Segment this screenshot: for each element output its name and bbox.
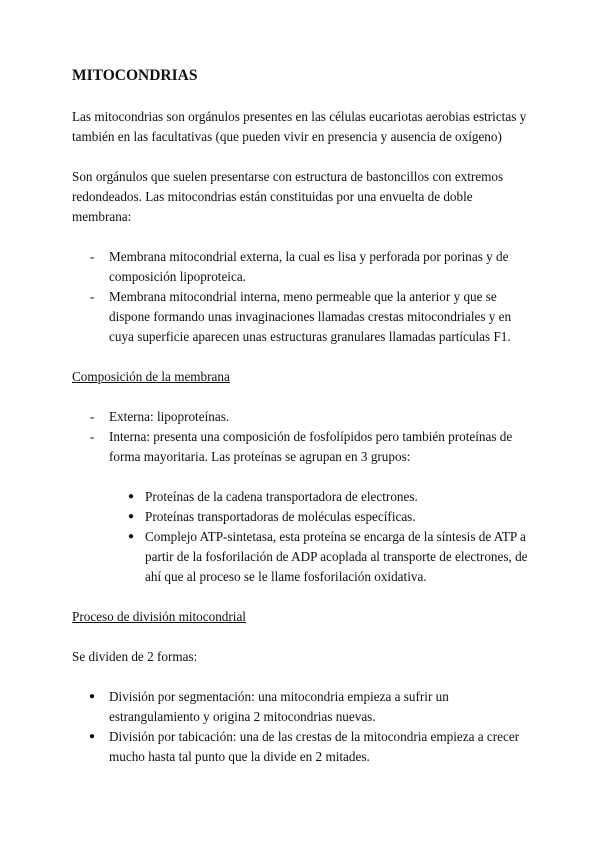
division-intro: Se dividen de 2 formas: bbox=[72, 649, 198, 664]
list-item bbox=[72, 507, 534, 527]
list-item bbox=[72, 487, 534, 507]
bullet-marker: ● bbox=[89, 691, 96, 702]
list-item bbox=[72, 727, 534, 767]
page-title: MITOCONDRIAS bbox=[72, 67, 198, 84]
list-item bbox=[72, 687, 534, 727]
section-heading-division: Proceso de división mitocondrial bbox=[72, 609, 246, 624]
dash-marker: - bbox=[90, 429, 95, 444]
list-item-text: División por tabicación: una de las crestas de la mitocondria empieza a crecer mucho hasta tal punto que la divide en 2 mitades. bbox=[109, 729, 520, 764]
bullet-marker: ● bbox=[128, 511, 135, 522]
list-item bbox=[72, 287, 534, 347]
document-page bbox=[72, 66, 534, 787]
bullet-marker: ● bbox=[89, 731, 96, 742]
dash-marker: - bbox=[90, 409, 95, 424]
list-item-text: Proteínas de la cadena transportadora de electrones. bbox=[145, 489, 418, 504]
bullet-marker: ● bbox=[128, 491, 135, 502]
division-list bbox=[72, 687, 534, 767]
list-item-text: Proteínas transportadoras de moléculas específicas. bbox=[145, 509, 416, 524]
list-item-text: Membrana mitocondrial externa, la cual es lisa y perforada por porinas y de composición lipoproteica. bbox=[109, 249, 509, 284]
intro-paragraph-1: Las mitocondrias son orgánulos presentes en las células eucariotas aerobias estrictas y también en las facultativas (que pueden vivir en presencia y ausencia de oxígeno) bbox=[72, 109, 527, 144]
list-item-text: Externa: lipoproteínas. bbox=[109, 409, 230, 424]
list-item bbox=[72, 407, 534, 427]
list-item bbox=[72, 427, 534, 587]
list-item-text: Membrana mitocondrial interna, meno permeable que la anterior y que se dispone formando unas invaginaciones llamadas crestas mitocondriales y en cuya superficie aparecen unas estructuras granulares llamadas partículas F1. bbox=[109, 289, 512, 344]
section-heading-composition: Composición de la membrana bbox=[72, 369, 230, 384]
bullet-marker: ● bbox=[128, 531, 135, 542]
protein-groups-list bbox=[72, 487, 534, 587]
list-item-text: División por segmentación: una mitocondria empieza a sufrir un estrangulamiento y origina 2 mitocondrias nuevas. bbox=[109, 689, 449, 724]
list-item bbox=[72, 527, 534, 587]
dash-marker: - bbox=[90, 289, 95, 304]
list-item bbox=[72, 247, 534, 287]
dash-marker: - bbox=[90, 249, 95, 264]
list-item-text: Interna: presenta una composición de fosfolípidos pero también proteínas de forma mayoritaria. Las proteínas se agrupan en 3 grupos: bbox=[109, 429, 513, 464]
membrane-list bbox=[72, 247, 534, 347]
intro-paragraph-2: Son orgánulos que suelen presentarse con estructura de bastoncillos con extremos redondeados. Las mitocondrias están constituidas por una envuelta de doble membrana: bbox=[72, 169, 504, 224]
list-item-text: Complejo ATP-sintetasa, esta proteína se encarga de la síntesis de ATP a partir de la fosforilación de ADP acoplada al transporte de electrones, de ahí que al proceso se le llame fosforilación oxidativa. bbox=[145, 529, 528, 584]
composition-list bbox=[72, 407, 534, 587]
